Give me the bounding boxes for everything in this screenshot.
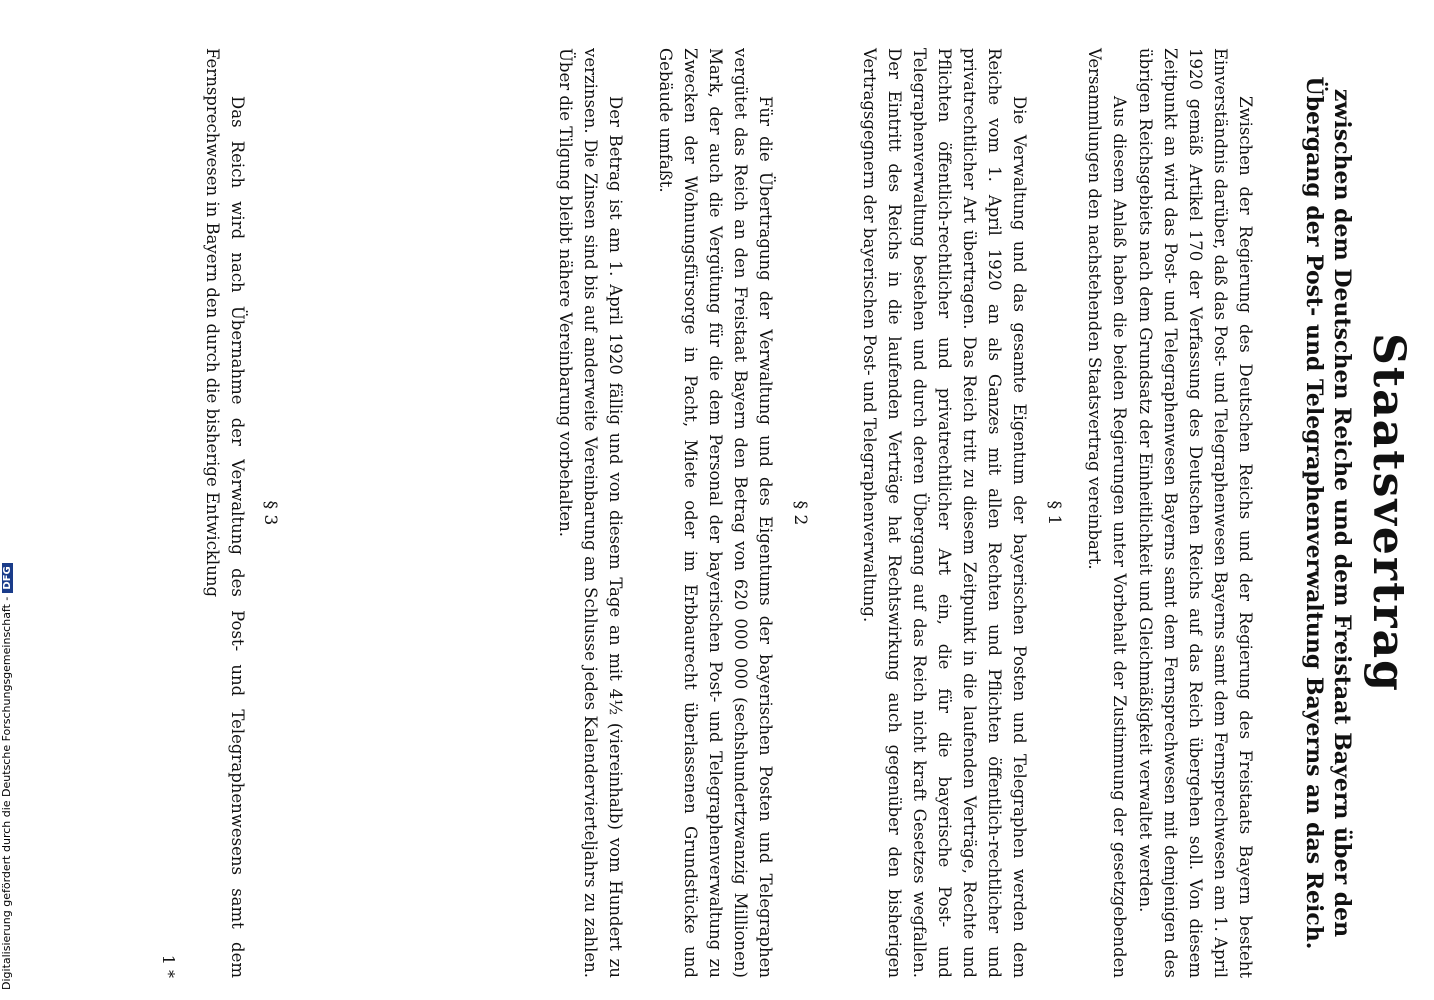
section-2-paragraph-1: Für die Übertragung der Verwaltung und des Eigentums der bayerischen Posten und Telegraphen vergütet das Reich an den Freistaat Bayern den Betrag von 620 000 000 (sechshundertzwanzig Millionen) Mark, der auch die Vergütung für die dem Personal der bayerischen Post- und Telegraphenverwaltung zu Zwecken der Wohnungsfürsorge in Pacht, Miete oder im Erbbaurecht überlassenen Grundstücke und Gebäude umfaßt. — [656, 48, 775, 978]
document-title: Staatsvertrag — [1363, 333, 1414, 693]
funding-note — [0, 563, 13, 990]
funding-text: Digitalisierung gefördert durch die Deutsche Forschungsgemeinschaft - — [0, 596, 13, 990]
section-1-heading: § 1 — [1044, 500, 1064, 526]
document-page — [159, 48, 1420, 978]
funding-sidebar — [0, 0, 20, 1000]
section-3-heading: § 3 — [260, 500, 280, 526]
intro-paragraph-1: Zwischen der Regierung des Deutschen Reichs und der Regierung des Freistaats Bayern besteht Einverständnis darüber, daß das Post- und Telegraphenwesen Bayerns samt dem Fernsprechwesen am 1. April 1920 gemäß Artikel 170 der Verfassung des Deutschen Reichs auf das Reich übergehen soll. Von diesem Zeitpunkt an wird das Post- und Telegraphenwesen Bayerns samt dem Fernsprechwesen mit demjenigen des übrigen Reichsgebiets nach dem Grundsatz der Einheitlichkeit und Gleichmäßigkeit verwaltet werden. — [1136, 48, 1255, 978]
page-number: 1 * — [159, 954, 178, 978]
document-subtitle: zwischen dem Deutschen Reiche und dem Freistaat Bayern über den Übergang der Post- und Telegraphenverwaltung Bayerns an das Reich. — [1301, 76, 1355, 950]
dfg-logo: DFG — [2, 563, 13, 592]
section-2-heading: § 2 — [790, 500, 810, 526]
section-2-paragraph-2: Der Betrag ist am 1. April 1920 fällig und von diesem Tage an mit 4½ (viereinhalb) vom Hundert zu verzinsen. Die Zinsen sind bis auf anderweite Vereinbarung am Schlusse jedes Kalendervierteljahrs zu zahlen. Über die Tilgung bleibt nähere Vereinbarung vorbehalten. — [556, 48, 625, 978]
intro-paragraph-2: Aus diesem Anlaß haben die beiden Regierungen unter Vorbehalt der Zustimmung der gesetzgebenden Versammlungen den nachstehenden Staatsvertrag vereinbart. — [1085, 48, 1129, 978]
section-3-paragraph-1: Das Reich wird nach Übernahme der Verwaltung des Post- und Telegraphenwesens samt dem Fernsprechwesen in Bayern den durch die bisherige Entwicklung — [203, 48, 247, 978]
section-1-paragraph-1: Die Verwaltung und das gesamte Eigentum der bayerischen Posten und Telegraphen werden dem Reiche vom 1. April 1920 an als Ganzes mit allen Rechten und Pflichten öffentlich-rechtlicher und privatrechtlicher Art übertragen. Das Reich tritt zu diesem Zeitpunkt in die laufenden Verträge, Rechte und Pflichten öffentlich-rechtlicher und privatrechtlicher Art ein, die für die bayerische Post- und Telegraphenverwaltung bestehen und durch deren Übergang auf das Reich nicht kraft Gesetzes wegfallen. Der Eintritt des Reichs in die laufenden Verträge hat Rechtswirkung auch gegenüber den bisherigen Vertragsgegnern der bayerischen Post- und Telegraphenverwaltung. — [860, 48, 1029, 978]
